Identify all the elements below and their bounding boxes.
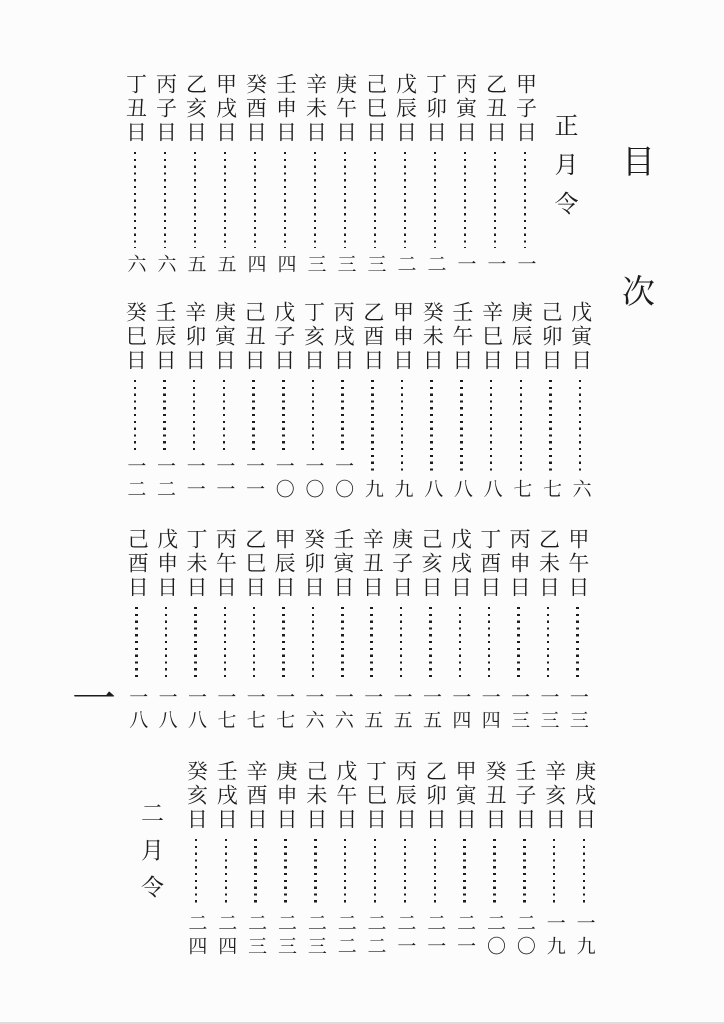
day-label: 甲辰日 bbox=[272, 528, 297, 600]
day-label: 壬寅日 bbox=[330, 528, 355, 600]
toc-entry bbox=[563, 528, 592, 733]
dotted-leader bbox=[434, 839, 437, 907]
page-number: 二 bbox=[394, 254, 416, 277]
toc-entry bbox=[450, 760, 480, 959]
dotted-leader bbox=[135, 607, 138, 681]
day-label: 丙午日 bbox=[213, 528, 238, 600]
dotted-leader bbox=[314, 839, 317, 907]
page-number: 二四 bbox=[185, 913, 207, 959]
day-label: 庚戌日 bbox=[572, 760, 597, 832]
toc-entry bbox=[569, 760, 599, 959]
day-label: 癸酉日 bbox=[243, 73, 268, 145]
toc-entry bbox=[480, 760, 510, 959]
dotted-leader bbox=[517, 607, 520, 681]
day-label: 丁卯日 bbox=[423, 73, 448, 145]
toc-entry bbox=[504, 528, 533, 733]
toc-entry bbox=[300, 760, 330, 959]
day-label: 乙丑日 bbox=[483, 73, 508, 145]
day-label: 己亥日 bbox=[418, 528, 443, 600]
page-number: 一九 bbox=[543, 913, 565, 959]
day-label: 戊子日 bbox=[271, 301, 296, 373]
folio-page-number: 一 bbox=[72, 675, 116, 724]
toc-entry bbox=[150, 301, 180, 502]
toc-entry bbox=[180, 73, 210, 277]
page-number: 一〇 bbox=[272, 456, 294, 502]
page-number: 一二 bbox=[154, 456, 176, 502]
day-label: 庚申日 bbox=[273, 760, 298, 832]
page-number: 二三 bbox=[304, 913, 326, 959]
dotted-leader bbox=[494, 152, 497, 248]
page-number: 七 bbox=[510, 479, 532, 502]
toc-entry bbox=[210, 73, 240, 277]
dotted-leader bbox=[344, 152, 347, 248]
dotted-leader bbox=[371, 380, 374, 473]
dotted-leader bbox=[463, 839, 466, 907]
page-number: 一六 bbox=[331, 687, 353, 733]
toc-entry bbox=[241, 760, 271, 959]
toc-entry bbox=[358, 301, 388, 502]
page-number: 三 bbox=[304, 254, 326, 277]
page-number: 八 bbox=[480, 479, 502, 502]
toc-entry bbox=[509, 760, 539, 959]
day-label: 甲子日 bbox=[513, 73, 538, 145]
day-label: 丙寅日 bbox=[453, 73, 478, 145]
day-label: 甲戌日 bbox=[213, 73, 238, 145]
dotted-leader bbox=[284, 839, 287, 907]
dotted-leader bbox=[134, 380, 137, 450]
page-number: 一六 bbox=[302, 687, 324, 733]
day-label: 戊申日 bbox=[154, 528, 179, 600]
page-number: 二二 bbox=[364, 913, 386, 959]
page-number: 五 bbox=[184, 254, 206, 277]
toc-entry bbox=[390, 760, 420, 959]
page-number: 一八 bbox=[126, 687, 148, 733]
day-label: 丁未日 bbox=[183, 528, 208, 600]
day-label: 癸未日 bbox=[420, 301, 445, 373]
toc-entry bbox=[360, 73, 390, 277]
day-label: 庚辰日 bbox=[509, 301, 534, 373]
day-label: 辛亥日 bbox=[542, 760, 567, 832]
dotted-leader bbox=[579, 380, 582, 473]
page-number: 二一 bbox=[394, 913, 416, 959]
toc-entry bbox=[386, 528, 415, 733]
day-label: 丙申日 bbox=[507, 528, 532, 600]
page-number: 一一 bbox=[213, 456, 235, 502]
toc-entry bbox=[270, 73, 300, 277]
day-label: 己酉日 bbox=[125, 528, 150, 600]
dotted-leader bbox=[553, 839, 556, 907]
dotted-leader bbox=[400, 607, 403, 681]
day-label: 辛酉日 bbox=[244, 760, 269, 832]
dotted-leader bbox=[374, 152, 377, 248]
toc-entry bbox=[240, 528, 269, 733]
page-title: 目次 bbox=[617, 144, 653, 404]
day-label: 丙子日 bbox=[153, 73, 178, 145]
toc-entry bbox=[420, 73, 450, 277]
toc-entry bbox=[181, 760, 211, 959]
day-label: 己丑日 bbox=[242, 301, 267, 373]
toc-entry bbox=[360, 760, 390, 959]
day-label: 辛巳日 bbox=[479, 301, 504, 373]
dotted-leader bbox=[523, 839, 526, 907]
dotted-leader bbox=[404, 839, 407, 907]
dotted-leader bbox=[549, 380, 552, 473]
toc-entry bbox=[417, 301, 447, 502]
toc-entry bbox=[357, 528, 386, 733]
page-number: 一四 bbox=[478, 687, 500, 733]
dotted-leader bbox=[284, 152, 287, 248]
page-number: 二一 bbox=[424, 913, 446, 959]
toc-entry bbox=[476, 301, 506, 502]
dotted-leader bbox=[224, 152, 227, 248]
toc-entry bbox=[390, 73, 420, 277]
dotted-leader bbox=[429, 607, 432, 681]
page-number: 四 bbox=[274, 254, 296, 277]
dotted-leader bbox=[341, 607, 344, 681]
page-number: 八 bbox=[421, 479, 443, 502]
toc-entry bbox=[298, 528, 327, 733]
dotted-leader bbox=[547, 607, 550, 681]
section-heading-second-month: 二月令 bbox=[138, 801, 163, 912]
dotted-leader bbox=[224, 607, 227, 681]
toc-entry bbox=[298, 301, 328, 502]
page-number: 一 bbox=[454, 254, 476, 277]
toc-entry bbox=[150, 73, 180, 277]
dotted-leader bbox=[460, 380, 463, 473]
toc-entry bbox=[506, 301, 536, 502]
day-label: 庚午日 bbox=[333, 73, 358, 145]
dotted-leader bbox=[195, 839, 198, 907]
toc-entry bbox=[510, 73, 540, 277]
page-number: 二〇 bbox=[483, 913, 505, 959]
day-label: 戊午日 bbox=[333, 760, 358, 832]
dotted-leader bbox=[464, 152, 467, 248]
dotted-leader bbox=[282, 607, 285, 681]
day-label: 戊辰日 bbox=[393, 73, 418, 145]
day-label: 丁酉日 bbox=[477, 528, 502, 600]
page-number: 一八 bbox=[155, 687, 177, 733]
toc-entry bbox=[539, 760, 569, 959]
dotted-leader bbox=[164, 152, 167, 248]
day-label: 乙酉日 bbox=[360, 301, 385, 373]
page-number: 六 bbox=[124, 254, 146, 277]
day-label: 癸亥日 bbox=[184, 760, 209, 832]
dotted-leader bbox=[344, 839, 347, 907]
page-number: 一〇 bbox=[302, 456, 324, 502]
dotted-leader bbox=[194, 607, 197, 681]
day-label: 甲寅日 bbox=[453, 760, 478, 832]
dotted-leader bbox=[225, 839, 228, 907]
day-label: 戊寅日 bbox=[568, 301, 593, 373]
page-number: 七 bbox=[539, 479, 561, 502]
day-label: 庚寅日 bbox=[212, 301, 237, 373]
page-number: 二四 bbox=[215, 913, 237, 959]
toc-entry bbox=[239, 301, 269, 502]
day-label: 乙卯日 bbox=[423, 760, 448, 832]
toc-entry bbox=[269, 528, 298, 733]
dotted-leader bbox=[252, 380, 255, 450]
page-number: 一一 bbox=[183, 456, 205, 502]
page-number: 一二 bbox=[124, 456, 146, 502]
page-number: 一四 bbox=[449, 687, 471, 733]
dotted-leader bbox=[312, 380, 315, 450]
dotted-leader bbox=[493, 839, 496, 907]
page-number: 二 bbox=[424, 254, 446, 277]
page-number: 一五 bbox=[419, 687, 441, 733]
toc-entry bbox=[445, 528, 474, 733]
dotted-leader bbox=[404, 152, 407, 248]
day-label: 壬戌日 bbox=[214, 760, 239, 832]
page-number: 一 bbox=[514, 254, 536, 277]
toc-entry bbox=[387, 301, 417, 502]
day-label: 乙未日 bbox=[536, 528, 561, 600]
page-number: 二三 bbox=[245, 913, 267, 959]
page-number: 二二 bbox=[334, 913, 356, 959]
day-label: 甲申日 bbox=[390, 301, 415, 373]
dotted-leader bbox=[488, 607, 491, 681]
dotted-leader bbox=[341, 380, 344, 450]
toc-entry bbox=[120, 73, 150, 277]
dotted-leader bbox=[524, 152, 527, 248]
toc-entry bbox=[120, 301, 150, 502]
dotted-leader bbox=[312, 607, 315, 681]
toc-entry bbox=[209, 301, 239, 502]
day-label: 己未日 bbox=[303, 760, 328, 832]
toc-entry bbox=[330, 73, 360, 277]
page-number: 一九 bbox=[573, 913, 595, 959]
toc-entry bbox=[475, 528, 504, 733]
dotted-leader bbox=[282, 380, 285, 450]
page-number: 六 bbox=[569, 479, 591, 502]
toc-entry bbox=[268, 301, 298, 502]
day-label: 戊戌日 bbox=[448, 528, 473, 600]
toc-entry bbox=[450, 73, 480, 277]
toc-entry bbox=[536, 301, 566, 502]
toc-entry bbox=[181, 528, 210, 733]
day-label: 丁丑日 bbox=[123, 73, 148, 145]
dotted-leader bbox=[165, 607, 168, 681]
dotted-leader bbox=[434, 152, 437, 248]
dotted-leader bbox=[254, 839, 257, 907]
day-label: 丙辰日 bbox=[393, 760, 418, 832]
toc-entry bbox=[210, 528, 239, 733]
day-label: 乙亥日 bbox=[183, 73, 208, 145]
toc-entry bbox=[416, 528, 445, 733]
page-number: 一一 bbox=[243, 456, 265, 502]
day-label: 辛卯日 bbox=[182, 301, 207, 373]
page-number: 一三 bbox=[508, 687, 530, 733]
toc-entry bbox=[447, 301, 477, 502]
day-label: 壬申日 bbox=[273, 73, 298, 145]
page-number: 一三 bbox=[537, 687, 559, 733]
dotted-leader bbox=[374, 839, 377, 907]
dotted-leader bbox=[163, 380, 166, 450]
toc-band-4 bbox=[181, 760, 599, 959]
page-number: 一七 bbox=[273, 687, 295, 733]
page-number: 一七 bbox=[243, 687, 265, 733]
dotted-leader bbox=[254, 152, 257, 248]
page-number: 二〇 bbox=[513, 913, 535, 959]
page-number: 一〇 bbox=[332, 456, 354, 502]
toc-entry bbox=[330, 760, 360, 959]
toc-entry bbox=[122, 528, 151, 733]
day-label: 辛丑日 bbox=[360, 528, 385, 600]
toc-entry bbox=[533, 528, 562, 733]
page-number: 一五 bbox=[390, 687, 412, 733]
page-number: 五 bbox=[214, 254, 236, 277]
dotted-leader bbox=[520, 380, 523, 473]
dotted-leader bbox=[576, 607, 579, 681]
toc-entry bbox=[565, 301, 595, 502]
dotted-leader bbox=[193, 380, 196, 450]
page-number: 一七 bbox=[214, 687, 236, 733]
day-label: 乙巳日 bbox=[242, 528, 267, 600]
page-number: 一 bbox=[484, 254, 506, 277]
day-label: 辛未日 bbox=[303, 73, 328, 145]
page-number: 九 bbox=[361, 479, 383, 502]
day-label: 丁亥日 bbox=[301, 301, 326, 373]
day-label: 癸丑日 bbox=[482, 760, 507, 832]
page-number: 四 bbox=[244, 254, 266, 277]
page-number: 三 bbox=[334, 254, 356, 277]
toc-band-2 bbox=[120, 301, 595, 502]
page-number: 一八 bbox=[184, 687, 206, 733]
toc-band-3 bbox=[122, 528, 592, 733]
toc-entry bbox=[328, 528, 357, 733]
dotted-leader bbox=[223, 380, 226, 450]
dotted-leader bbox=[401, 380, 404, 473]
toc-entry bbox=[271, 760, 301, 959]
dotted-leader bbox=[134, 152, 137, 248]
page-number: 一三 bbox=[566, 687, 588, 733]
day-label: 丙戌日 bbox=[331, 301, 356, 373]
section-heading-first-month: 正月令 bbox=[550, 113, 576, 230]
page-number: 二一 bbox=[454, 913, 476, 959]
dotted-leader bbox=[253, 607, 256, 681]
toc-entry bbox=[328, 301, 358, 502]
page-number: 六 bbox=[154, 254, 176, 277]
day-label: 癸巳日 bbox=[123, 301, 148, 373]
toc-entry bbox=[179, 301, 209, 502]
toc-entry bbox=[151, 528, 180, 733]
toc-band-1 bbox=[120, 73, 540, 277]
toc-entry bbox=[420, 760, 450, 959]
page-number: 八 bbox=[450, 479, 472, 502]
dotted-leader bbox=[370, 607, 373, 681]
page-number: 二三 bbox=[274, 913, 296, 959]
dotted-leader bbox=[430, 380, 433, 473]
dotted-leader bbox=[583, 839, 586, 907]
dotted-leader bbox=[314, 152, 317, 248]
day-label: 丁巳日 bbox=[363, 760, 388, 832]
day-label: 甲午日 bbox=[565, 528, 590, 600]
page-number: 九 bbox=[391, 479, 413, 502]
dotted-leader bbox=[194, 152, 197, 248]
day-label: 壬辰日 bbox=[153, 301, 178, 373]
dotted-leader bbox=[459, 607, 462, 681]
day-label: 己卯日 bbox=[538, 301, 563, 373]
toc-entry bbox=[240, 73, 270, 277]
toc-entry bbox=[300, 73, 330, 277]
dotted-leader bbox=[490, 380, 493, 473]
day-label: 壬午日 bbox=[449, 301, 474, 373]
toc-entry bbox=[480, 73, 510, 277]
day-label: 己巳日 bbox=[363, 73, 388, 145]
day-label: 癸卯日 bbox=[301, 528, 326, 600]
day-label: 壬子日 bbox=[512, 760, 537, 832]
page-number: 一五 bbox=[361, 687, 383, 733]
page-number: 三 bbox=[364, 254, 386, 277]
day-label: 庚子日 bbox=[389, 528, 414, 600]
toc-entry bbox=[211, 760, 241, 959]
